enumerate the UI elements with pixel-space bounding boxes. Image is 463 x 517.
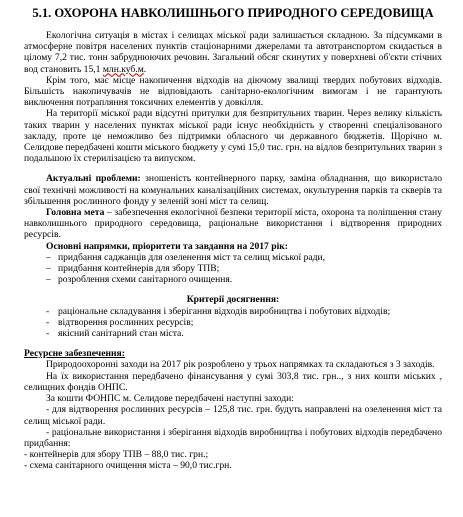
resources-paragraph-5: - раціональне використання і зберігання відходів виробництва і побутових відходів передбачено придбання: <box>24 426 442 449</box>
resources-paragraph-7: - схема санітарного очищення міста – 90,0 тис.грн. <box>24 460 232 472</box>
paragraph-ecology-text: Екологічна ситуація в містах і селищах міської ради залишається складною. За підсумками в атмосферне повітря населених пунктів стаціонарними джерелами та автотранспортом скидається в цілому 7,2 тис. тонн забруднюючих речовин. Загальний обсяг скинутих у поверхневі об'єкти стічних вод становить 15,1 <box>24 30 442 75</box>
paragraph-problems <box>24 173 442 207</box>
paragraph-waste: Крім того, має місце накопичення відходів на діючому звалищі твердих побутових відходів. Більшість накопичувачів не відповідають санітарно-екологічним вимогам і не гарантують виключення потрапляння токсичних елементів у довкілля. <box>24 74 442 109</box>
resources-paragraph-4: - для відтворення рослинних ресурсів – 125,8 тис. грн. будуть направлені на озеленення міст та селищ міської ради. <box>24 404 442 427</box>
direction-item: – придбання саджанців для озеленення міст та селищ міської ради, <box>46 251 326 263</box>
problems-label: Актуальні проблеми: <box>46 173 141 185</box>
resources-heading: Ресурсне забезпечення: <box>24 348 125 360</box>
paragraph-ecology-end: . <box>143 63 147 75</box>
resources-paragraph-2: На їх використання передбачено фінансування у сумі 303,8 тис. грн.., з них кошти міських , селищних фондів ОНПС. <box>24 370 442 393</box>
direction-item-text: придбання контейнерів для збору ТПВ; <box>58 263 220 275</box>
resources-paragraph-6: - контейнерів для збору ТПВ – 88,0 тис. грн.; <box>24 449 209 461</box>
criteria-item-text: раціональне складування і зберігання відходів виробництва і побутових відходів; <box>58 305 391 317</box>
goal-text: – забезпечення екологічної безпеки території міста, охорона та поліпшення стану навколишнього природного середовища, раціональне використання і відтворення природних ресурсів. <box>24 207 442 241</box>
direction-item-text: розроблення схеми санітарного очищення. <box>58 274 233 286</box>
paragraph-goal <box>24 207 442 241</box>
paragraph-ecology <box>24 30 442 75</box>
criteria-item: - відтворення рослинних ресурсів; <box>46 316 194 328</box>
criteria-item: - раціональне складування і зберігання відходів виробництва і побутових відходів; <box>46 305 391 317</box>
goal-label: Головна мета <box>46 207 105 219</box>
paragraph-animals: На території міської ради відсутні притулки для безпритульних тварин. Через велику кількість таких тварин у населених пунктах міської ради існує необхідність у створенні спеціалізованого закладу, проте це неможливо без підтримки обласного чи державного бюджетів. Щорічно м. Селидове передбачені кошти міського бюджету у сумі 15,0 тис. грн. на відлов безпритульних тварин з подальшою їх стерилізацією та випуском. <box>24 108 442 165</box>
direction-item: – придбання контейнерів для збору ТПВ; <box>46 263 220 275</box>
criteria-item-text: відтворення рослинних ресурсів; <box>58 316 194 328</box>
directions-heading: Основні напрямки, пріоритети та завдання на 2017 рік: <box>46 240 288 252</box>
criteria-item-text: якісний санітарний стан міста. <box>58 328 184 340</box>
resources-paragraph-1: Природоохоронні заходи на 2017 рік розроблено у трьох напрямках та складаються з 3 заходів. <box>46 359 435 371</box>
resources-paragraph-3: За кошти ФОНПС м. Селидове передбачені наступні заходи: <box>46 393 294 405</box>
criteria-item: - якісний санітарний стан міста. <box>46 328 184 340</box>
direction-item-text: придбання саджанців для озеленення міст та селищ міської ради, <box>58 251 326 263</box>
criteria-heading: Критерії досягнення: <box>186 294 280 306</box>
section-title: 5.1. ОХОРОНА НАВКОЛИШНЬОГО ПРИРОДНОГО СЕРЕДОВИЩА <box>32 6 434 20</box>
document-page <box>24 6 442 472</box>
paragraph-ecology-unit: млн.куб.м <box>102 63 144 75</box>
direction-item: – розроблення схеми санітарного очищення. <box>46 274 233 286</box>
problems-text: зношеність контейнерного парку, заміна обладнання, що використало свої технічні можливості на комунальних каналізаційних системах, окультурення парків та скверів та збільшення рослинного фонду у зеленій зоні міст та селищ. <box>24 173 442 207</box>
